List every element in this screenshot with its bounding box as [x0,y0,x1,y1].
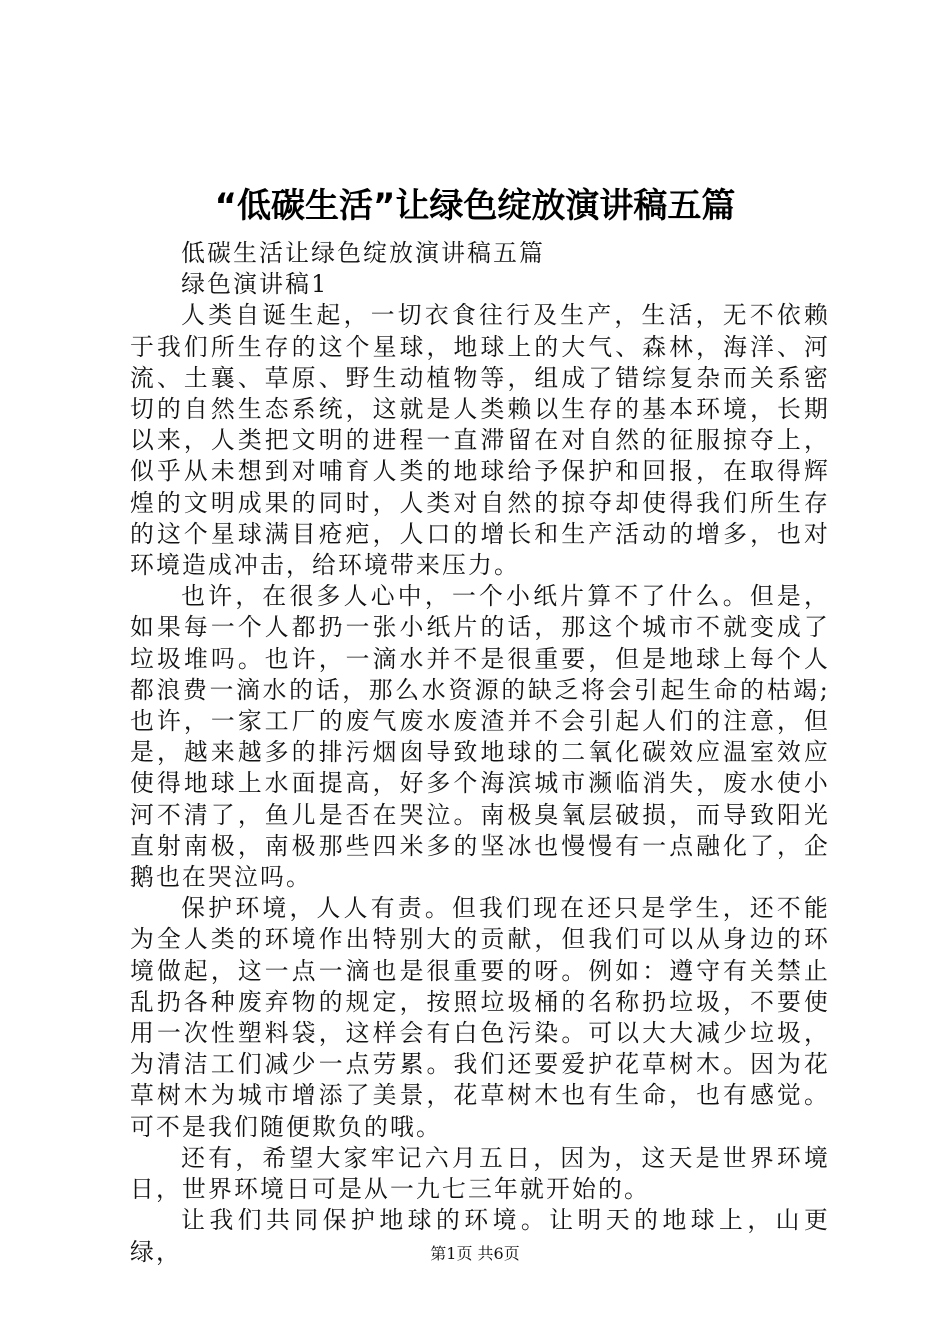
paragraph-5: 让我们共同保护地球的环境。让明天的地球上，山更绿， [130,1206,830,1266]
document-title: “低碳生活”让绿色绽放演讲稿五篇 [214,186,736,226]
paragraph-1: 人类自诞生起，一切衣食往行及生产，生活，无不依赖于我们所生存的这个星球，地球上的大气、森林，海洋、河流、土襄、草原、野生动植物等，组成了错综复杂而关系密切的自然生态系统，这就是人类赖以生存的基本环境，长期以来，人类把文明的进程一直滞留在对自然的征服掠夺上，似乎从未想到对哺育人类的地球给予保护和回报，在取得辉煌的文明成果的同时，人类对自然的掠夺却使得我们所生存的这个星球满目疮疤，人口的增长和生产活动的增多，也对环境造成冲击，给环境带来压力。 [130,301,830,580]
subtitle-line: 低碳生活让绿色绽放演讲稿五篇 [181,239,546,267]
paragraph-4: 还有，希望大家牢记六月五日，因为，这天是世界环境日，世界环境日可是从一九七三年就开始的。 [130,1143,830,1204]
paragraph-2: 也许，在很多人心中，一个小纸片算不了什么。但是，如果每一个人都扔一张小纸片的话，那这个城市不就变成了垃圾堆吗。也许，一滴水并不是很重要，但是地球上每个人都浪费一滴水的话，那么水资源的缺乏将会引起生命的枯竭;也许，一家工厂的废气废水废渣并不会引起人们的注意，但是，越来越多的排污烟囱导致地球的二氧化碳效应温室效应使得地球上水面提高，好多个海滨城市濒临消失，废水使小河不清了，鱼儿是否在哭泣。南极臭氧层破损，而导致阳光直射南极，南极那些四米多的坚冰也慢慢有一点融化了，企鹅也在哭泣吗。 [130,582,830,892]
page-footer: 第1页 共6页 [430,1244,520,1263]
document-body [130,238,830,1268]
paragraph-3: 保护环境，人人有责。但我们现在还只是学生，还不能为全人类的环境作出特别大的贡献，但我们可以从身边的环境做起，这一点一滴也是很重要的呀。例如：遵守有关禁止乱扔各种废弃物的规定，按照垃圾桶的名称扔垃圾，不要使用一次性塑料袋，这样会有白色污染。可以大大减少垃圾，为清洁工们减少一点劳累。我们还要爱护花草树木。因为花草树木为城市增添了美景，花草树木也有生命，也有感觉。可不是我们随便欺负的哦。 [130,894,830,1141]
section-heading: 绿色演讲稿1 [181,270,329,299]
